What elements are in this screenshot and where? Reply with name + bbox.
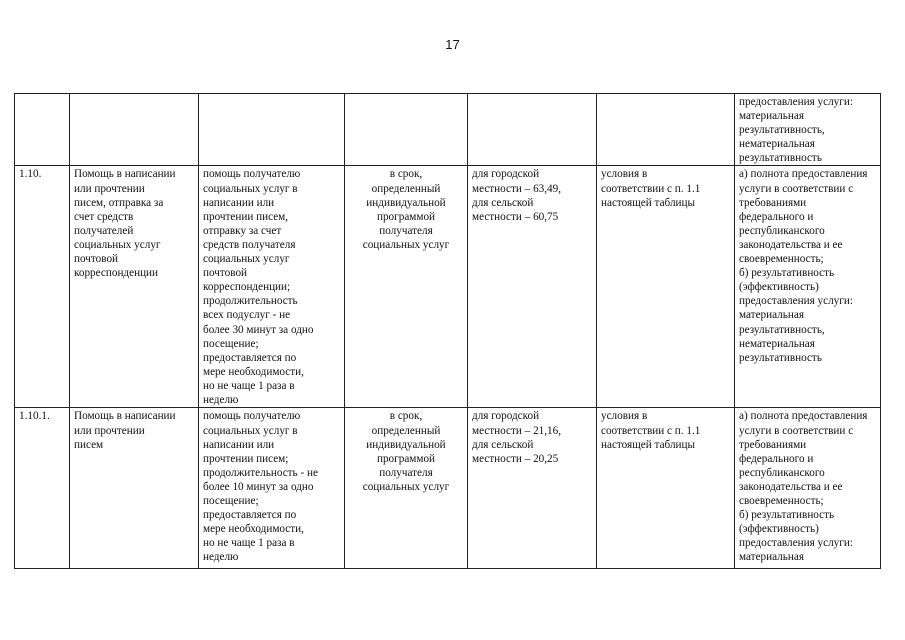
service-description-cell bbox=[199, 94, 345, 166]
service-conditions-cell: условия в соответствии с п. 1.1 настоящей таблицы bbox=[597, 408, 735, 569]
table-row bbox=[15, 166, 881, 408]
service-description-cell: помощь получателю социальных услуг в написании или прочтении писем, отправку за счет средств получателя социальных услуг почтовой корреспонденции; продолжительность всех подуслуг - не более 30 минут за одно посещение; предоставляется по мере необходимости, но не чаще 1 раза в неделю bbox=[199, 166, 345, 408]
service-description-cell: помощь получателю социальных услуг в написании или прочтении писем; продолжительность - не более 10 минут за одно посещение; предоставляется по мере необходимости, но не чаще 1 раза в неделю bbox=[199, 408, 345, 569]
service-name-cell bbox=[70, 94, 199, 166]
service-indicators-cell: а) полнота предоставления услуги в соответствии с требованиями федерального и республиканского законодательства и ее своевременность; б) результативность (эффективность) предоставления услуги: материальная bbox=[735, 408, 881, 569]
services-table bbox=[14, 93, 881, 569]
service-conditions-cell: условия в соответствии с п. 1.1 настоящей таблицы bbox=[597, 166, 735, 408]
service-tariff-cell bbox=[468, 94, 597, 166]
service-name-cell: Помощь в написании или прочтении писем, отправка за счет средств получателей социальных услуг почтовой корреспонденции bbox=[70, 166, 199, 408]
service-term-cell bbox=[345, 94, 468, 166]
service-name-cell: Помощь в написании или прочтении писем bbox=[70, 408, 199, 569]
service-indicators-cell: а) полнота предоставления услуги в соответствии с требованиями федерального и республиканского законодательства и ее своевременность; б) результативность (эффективность) предоставления услуги: материальная результативность, нематериальная результативность bbox=[735, 166, 881, 408]
table-row bbox=[15, 408, 881, 569]
service-tariff-cell: для городской местности – 63,49, для сельской местности – 60,75 bbox=[468, 166, 597, 408]
row-number-cell: 1.10. bbox=[15, 166, 70, 408]
service-indicators-cell: предоставления услуги: материальная результативность, нематериальная результативность bbox=[735, 94, 881, 166]
service-term-cell: в срок, определенный индивидуальной программой получателя социальных услуг bbox=[345, 166, 468, 408]
row-number-cell: 1.10.1. bbox=[15, 408, 70, 569]
service-conditions-cell bbox=[597, 94, 735, 166]
service-term-cell: в срок, определенный индивидуальной программой получателя социальных услуг bbox=[345, 408, 468, 569]
service-tariff-cell: для городской местности – 21,16, для сельской местности – 20,25 bbox=[468, 408, 597, 569]
row-number-cell bbox=[15, 94, 70, 166]
table-row bbox=[15, 94, 881, 166]
page-number: 17 bbox=[445, 37, 460, 52]
